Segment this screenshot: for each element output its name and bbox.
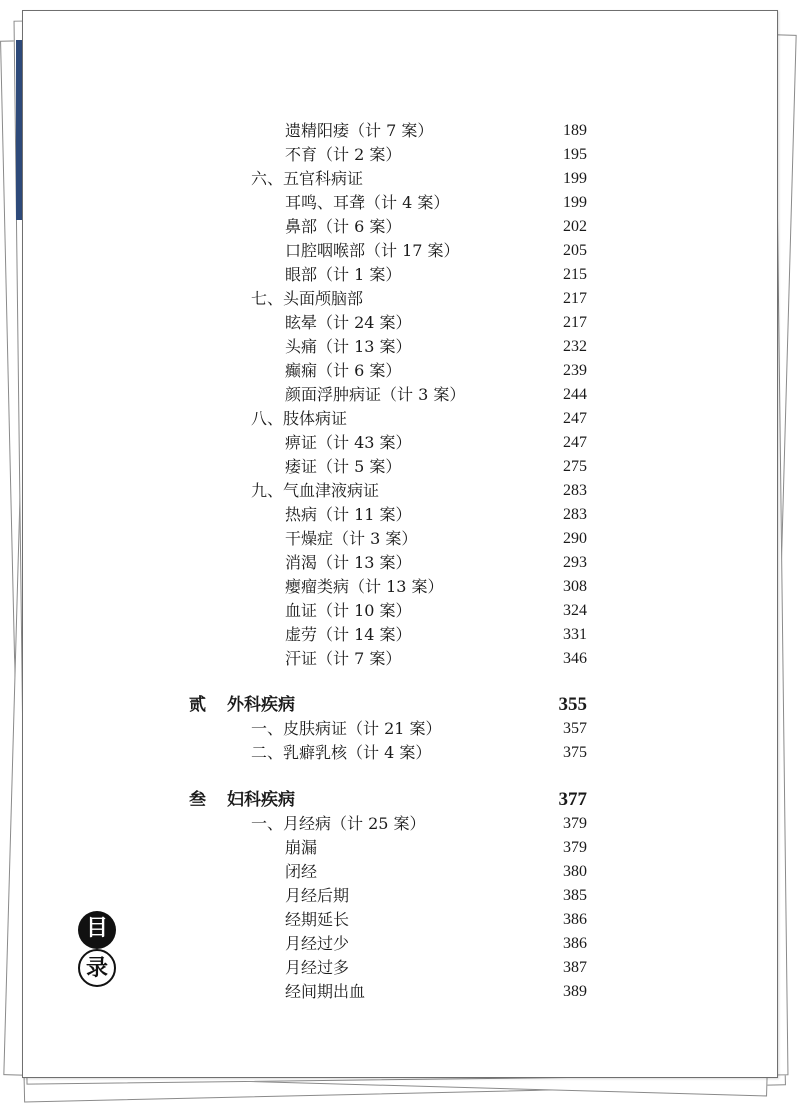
entry-page-number: 389 xyxy=(563,983,587,1000)
toc-entry xyxy=(23,527,777,551)
toc-entry xyxy=(23,647,777,671)
entry-page-number: 232 xyxy=(563,338,587,355)
toc-entry xyxy=(23,884,777,908)
entry-page-number: 247 xyxy=(563,434,587,451)
entry-page-number: 199 xyxy=(563,170,587,187)
entry-page-number: 385 xyxy=(563,887,587,904)
toc-entry xyxy=(23,908,777,932)
section-mark-lu: 录 xyxy=(78,949,116,987)
section-mark-mu: 目 xyxy=(78,911,116,949)
entry-page-number: 189 xyxy=(563,122,587,139)
toc-entry xyxy=(23,239,777,263)
chapter-page-number: 355 xyxy=(558,694,587,715)
entry-page-number: 195 xyxy=(563,146,587,163)
entry-title: 耳鸣、耳聋（计 4 案） xyxy=(285,193,450,212)
toc-entry xyxy=(23,551,777,575)
entry-page-number: 239 xyxy=(563,362,587,379)
toc-section-entry xyxy=(23,407,777,431)
table-of-contents xyxy=(23,11,777,1077)
chapter-number: 贰 xyxy=(189,695,206,715)
entry-title: 颜面浮肿病证（计 3 案） xyxy=(285,385,466,404)
entry-page-number: 215 xyxy=(563,266,587,283)
toc-section-entry xyxy=(23,167,777,191)
toc-entry xyxy=(23,932,777,956)
entry-page-number: 217 xyxy=(563,290,587,307)
toc-entry xyxy=(23,335,777,359)
toc-entry xyxy=(23,860,777,884)
entry-page-number: 283 xyxy=(563,482,587,499)
entry-page-number: 331 xyxy=(563,626,587,643)
toc-entry xyxy=(23,119,777,143)
entry-page-number: 324 xyxy=(563,602,587,619)
entry-page-number: 283 xyxy=(563,506,587,523)
toc-chapter-entry xyxy=(23,788,777,812)
entry-title: 经期延长 xyxy=(285,910,350,929)
entry-page-number: 199 xyxy=(563,194,587,211)
toc-entry xyxy=(23,263,777,287)
toc-section-entry xyxy=(23,812,777,836)
section-title: 二、乳癖乳核（计 4 案） xyxy=(251,743,432,762)
entry-page-number: 386 xyxy=(563,911,587,928)
entry-page-number: 202 xyxy=(563,218,587,235)
toc-chapter-entry xyxy=(23,693,777,717)
toc-page xyxy=(22,10,778,1078)
entry-title: 汗证（计 7 案） xyxy=(285,649,402,668)
entry-page-number: 275 xyxy=(563,458,587,475)
entry-page-number: 308 xyxy=(563,578,587,595)
entry-title: 眩晕（计 24 案） xyxy=(285,313,412,332)
entry-page-number: 379 xyxy=(563,815,587,832)
entry-title: 痿证（计 5 案） xyxy=(285,457,402,476)
toc-entry xyxy=(23,623,777,647)
toc-entry xyxy=(23,575,777,599)
entry-title: 热病（计 11 案） xyxy=(285,505,412,524)
chapter-number: 叁 xyxy=(189,790,206,810)
toc-entry xyxy=(23,503,777,527)
toc-entry xyxy=(23,455,777,479)
entry-title: 血证（计 10 案） xyxy=(285,601,412,620)
toc-entry xyxy=(23,143,777,167)
entry-page-number: 387 xyxy=(563,959,587,976)
chapter-title: 妇科疾病 xyxy=(227,790,295,810)
entry-title: 鼻部（计 6 案） xyxy=(285,217,402,236)
entry-page-number: 290 xyxy=(563,530,587,547)
entry-title: 月经过少 xyxy=(285,934,350,953)
entry-title: 眼部（计 1 案） xyxy=(285,265,402,284)
entry-page-number: 379 xyxy=(563,839,587,856)
entry-title: 月经后期 xyxy=(285,886,350,905)
entry-page-number: 293 xyxy=(563,554,587,571)
entry-page-number: 346 xyxy=(563,650,587,667)
toc-entry xyxy=(23,191,777,215)
entry-title: 经间期出血 xyxy=(285,982,366,1001)
toc-entry xyxy=(23,980,777,1004)
entry-title: 虚劳（计 14 案） xyxy=(285,625,412,644)
section-title: 八、肢体病证 xyxy=(251,409,348,428)
section-title: 七、头面颅脑部 xyxy=(251,289,364,308)
entry-title: 瘿瘤类病（计 13 案） xyxy=(285,577,444,596)
entry-title: 遗精阳痿（计 7 案） xyxy=(285,121,434,140)
toc-entry xyxy=(23,599,777,623)
entry-page-number: 375 xyxy=(563,744,587,761)
section-title: 六、五官科病证 xyxy=(251,169,364,188)
entry-title: 头痛（计 13 案） xyxy=(285,337,412,356)
entry-title: 崩漏 xyxy=(285,838,318,857)
entry-page-number: 357 xyxy=(563,720,587,737)
toc-entry xyxy=(23,836,777,860)
entry-title: 不育（计 2 案） xyxy=(285,145,402,164)
entry-title: 癫痫（计 6 案） xyxy=(285,361,402,380)
entry-title: 干燥症（计 3 案） xyxy=(285,529,418,548)
toc-entry xyxy=(23,311,777,335)
section-title: 一、皮肤病证（计 21 案） xyxy=(251,719,442,738)
toc-section-entry xyxy=(23,717,777,741)
entry-title: 消渴（计 13 案） xyxy=(285,553,412,572)
entry-title: 闭经 xyxy=(285,862,318,881)
toc-entry xyxy=(23,431,777,455)
toc-section-entry xyxy=(23,479,777,503)
chapter-title: 外科疾病 xyxy=(227,695,295,715)
section-title: 一、月经病（计 25 案） xyxy=(251,814,426,833)
section-title: 九、气血津液病证 xyxy=(251,481,380,500)
entry-title: 痹证（计 43 案） xyxy=(285,433,412,452)
chapter-page-number: 377 xyxy=(558,789,587,810)
entry-page-number: 380 xyxy=(563,863,587,880)
toc-entry xyxy=(23,359,777,383)
entry-page-number: 205 xyxy=(563,242,587,259)
toc-section-entry xyxy=(23,287,777,311)
entry-title: 月经过多 xyxy=(285,958,350,977)
toc-entry xyxy=(23,383,777,407)
entry-page-number: 247 xyxy=(563,410,587,427)
entry-page-number: 244 xyxy=(563,386,587,403)
toc-entry xyxy=(23,215,777,239)
toc-section-entry xyxy=(23,741,777,765)
entry-page-number: 217 xyxy=(563,314,587,331)
toc-entry xyxy=(23,956,777,980)
entry-title: 口腔咽喉部（计 17 案） xyxy=(285,241,460,260)
entry-page-number: 386 xyxy=(563,935,587,952)
